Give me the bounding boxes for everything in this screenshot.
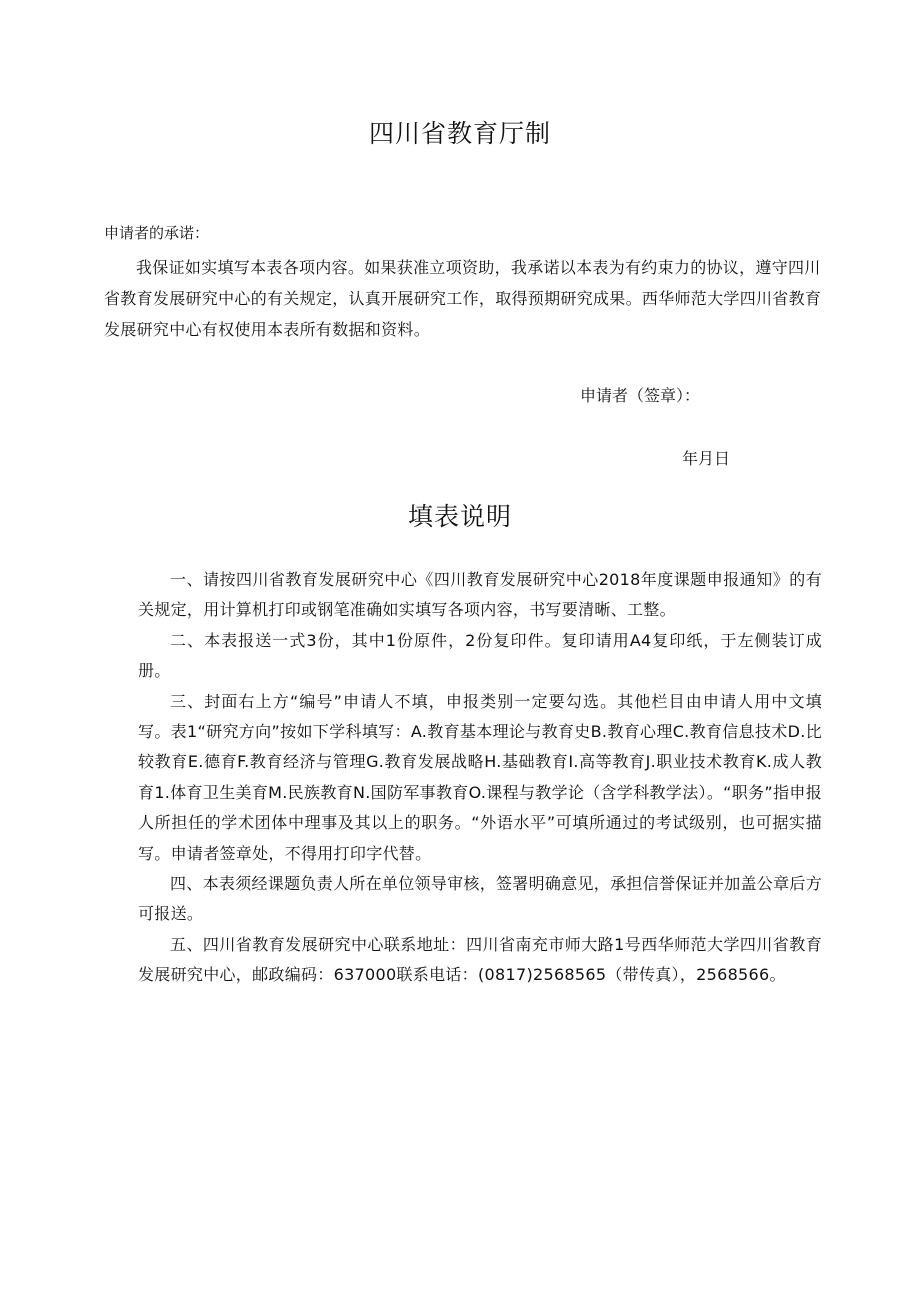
signature-label: 申请者（签章）： [580, 386, 701, 405]
instructions-list [138, 565, 822, 991]
date-label: 年月日 [682, 449, 731, 468]
instructions-title: 填表说明 [407, 502, 512, 531]
instruction-item: 五、四川省教育发展研究中心联系地址：四川省南充市师大路1号西华师范大学四川省教育发展研究中心，邮政编码：637000联系电话：(0817)2568565（带传真），2568566。 [138, 934, 822, 985]
issuer-title: 四川省教育厅制 [368, 119, 551, 148]
instruction-item: 二、本表报送一式3份，其中1份原件，2份复印件。复印请用A4复印纸，于左侧装订成册。 [138, 630, 822, 681]
instruction-item: 三、封面右上方“编号”申请人不填，申报类别一定要勾选。其他栏目由申请人用中文填写。表1“研究方向”按如下学科填写：A.教育基本理论与教育史B.教育心理C.教育信息技术D.比较教育E.德育F.教育经济与管理G.教育发展战略H.基础教育I.高等教育J.职业技术教育K.成人教育1.体育卫生美育M.民族教育N.国防军事教育O.课程与教学论（含学科教学法）。“职务”指申报人所担任的学术团体中理事及其以上的职务。“外语水平”可填所通过的考试级别，也可据实描写。申请者签章处，不得用打印字代替。 [138, 691, 822, 863]
instruction-item: 一、请按四川省教育发展研究中心《四川教育发展研究中心2018年度课题申报通知》的有关规定，用计算机打印或钢笔准确如实填写各项内容，书写要清晰、工整。 [138, 570, 822, 620]
pledge-body: 我保证如实填写本表各项内容。如果获准立项资助，我承诺以本表为有约束力的协议，遵守四川省教育发展研究中心的有关规定，认真开展研究工作，取得预期研究成果。西华师范大学四川省教育发展研究中心有权使用本表所有数据和资料。 [104, 258, 822, 339]
instruction-item: 四、本表须经课题负责人所在单位领导审核，签署明确意见，承担信誉保证并加盖公章后方可报送。 [138, 874, 823, 924]
pledge-label: 申请者的承诺： [104, 224, 210, 242]
